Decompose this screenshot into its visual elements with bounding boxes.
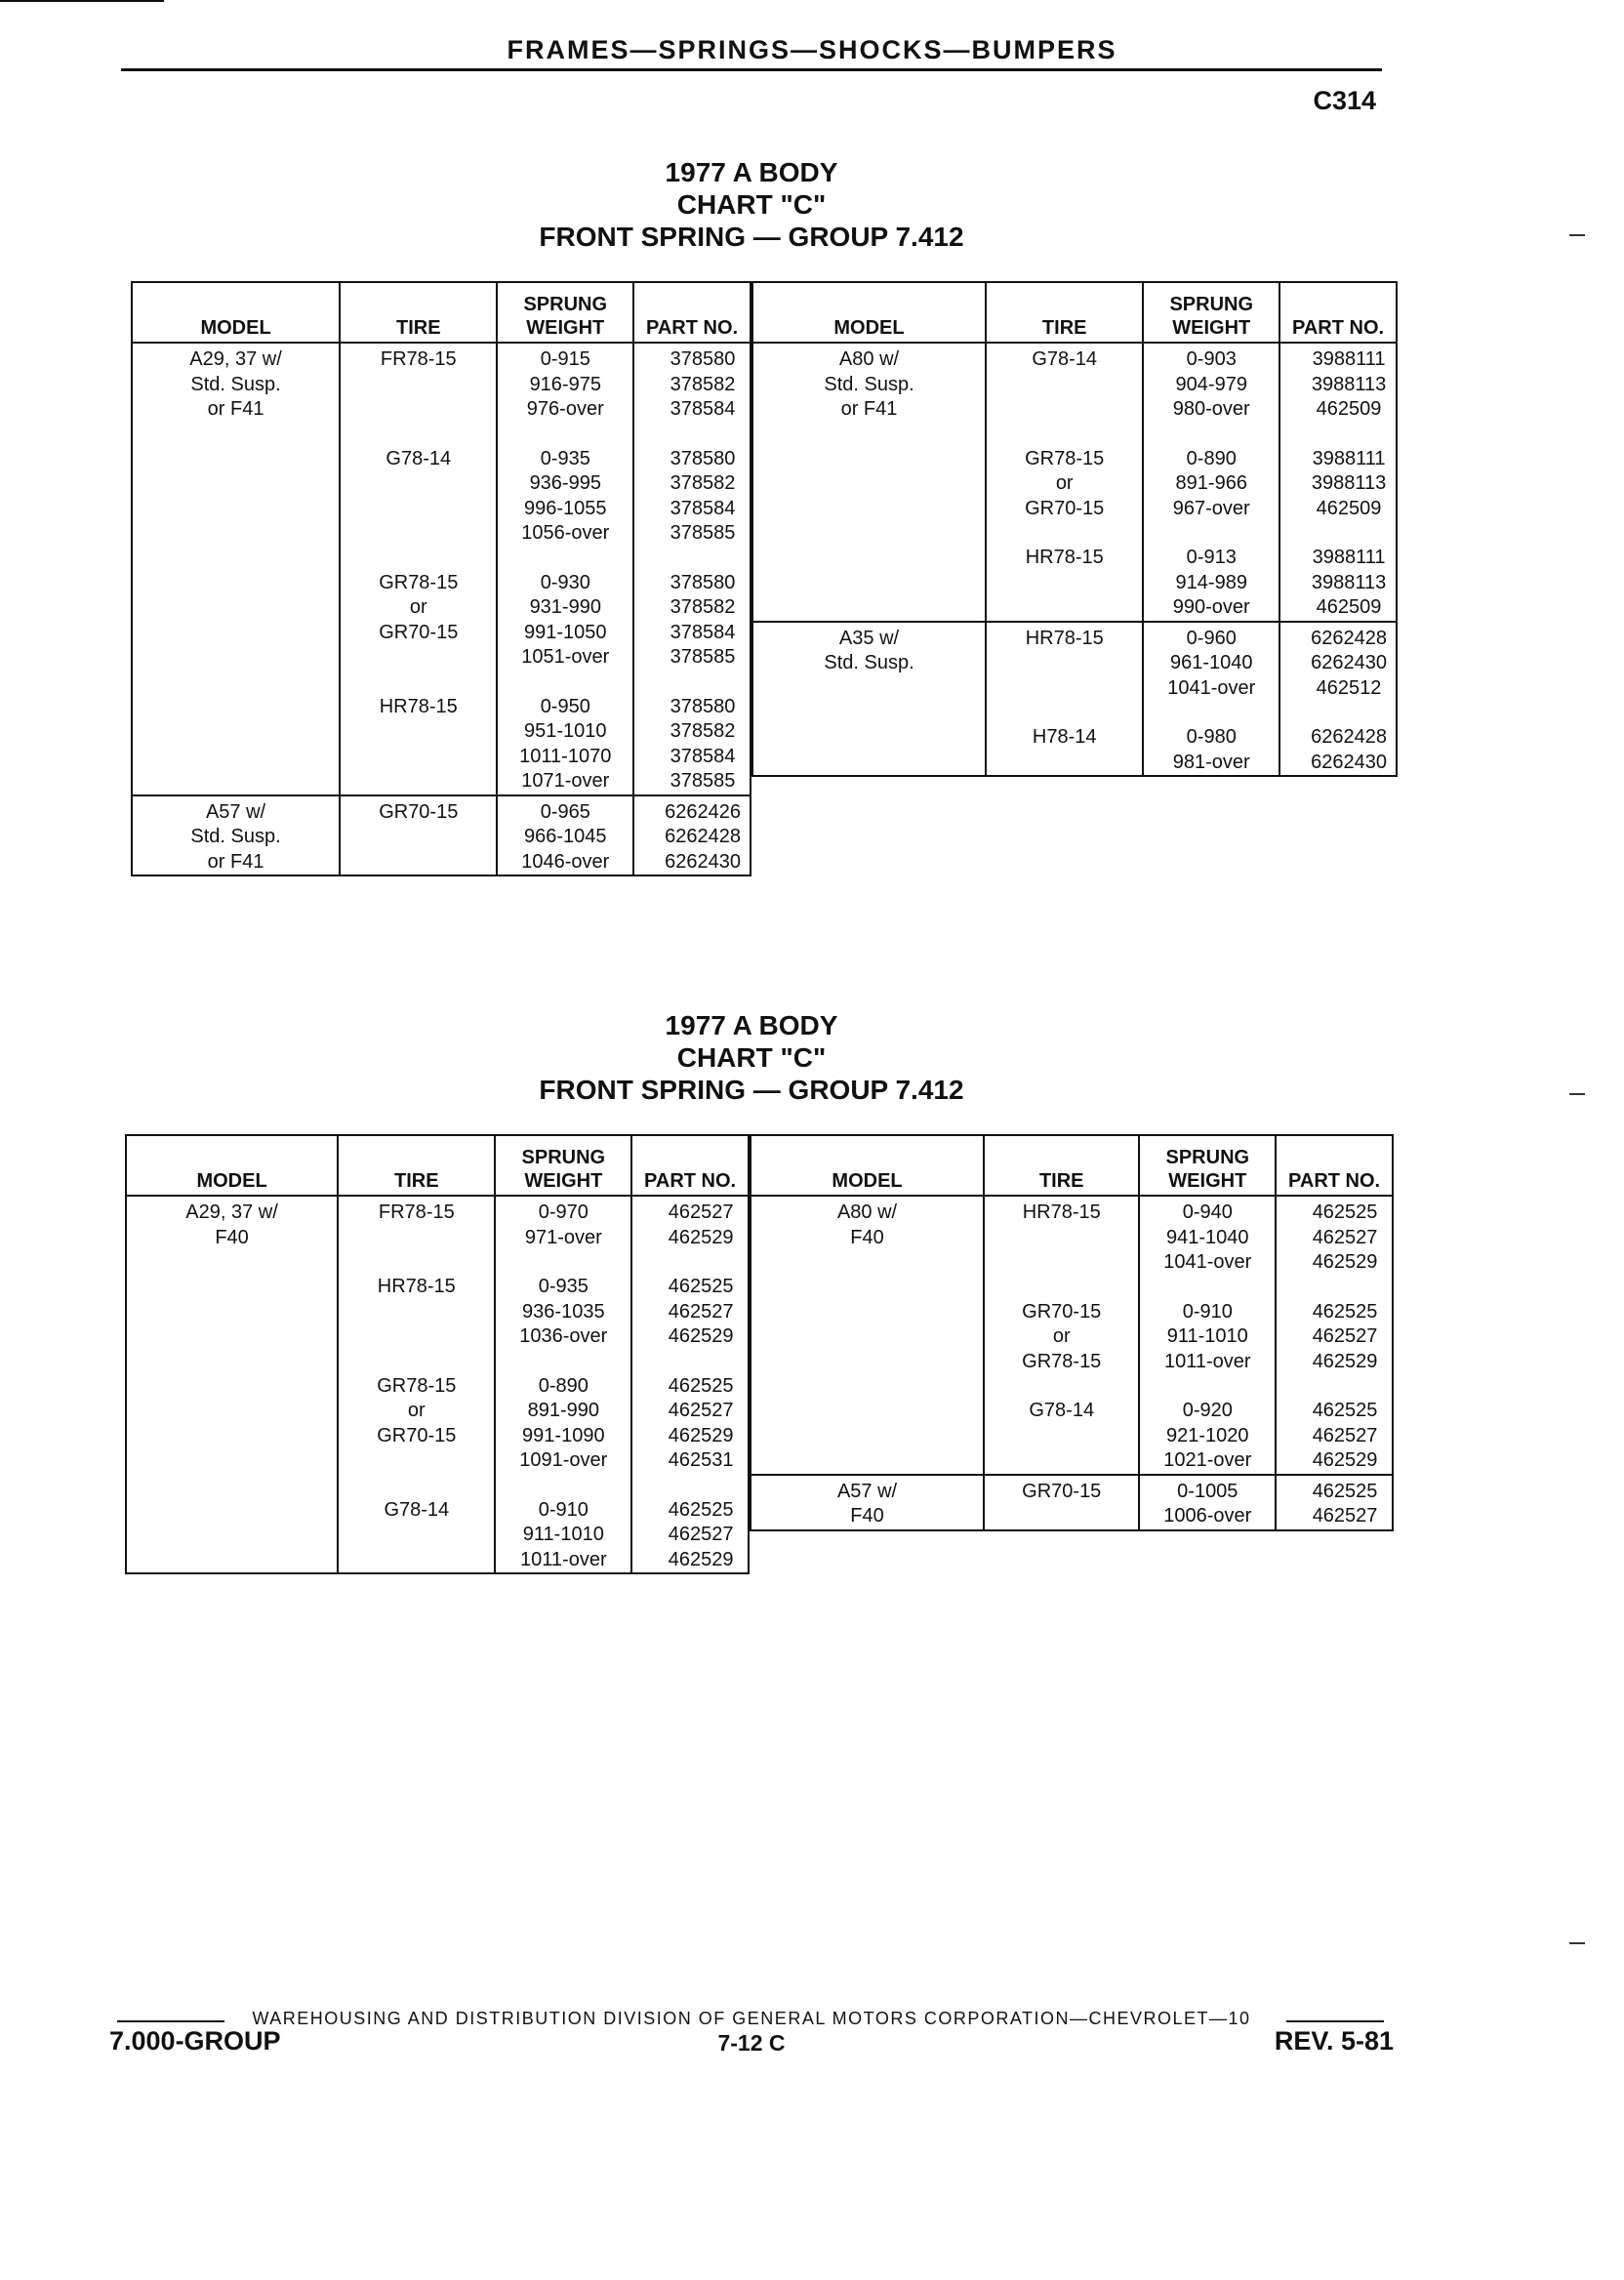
part-number: 462531 (668, 1449, 734, 1471)
model-header: MODEL (132, 282, 340, 343)
weight-text: 914-989 (1175, 571, 1247, 593)
weight-text: 0-910 (538, 1498, 589, 1521)
part-cell (631, 1196, 749, 1573)
part-cell (633, 343, 751, 795)
chart1-title (0, 156, 1503, 253)
weight-text: 936-995 (529, 472, 601, 494)
weight-text: 0-1005 (1177, 1480, 1238, 1502)
model-cell (132, 343, 340, 795)
tire-header: TIRE (984, 1135, 1139, 1196)
weight-text: 921-1020 (1166, 1424, 1249, 1446)
table-row (751, 1475, 1393, 1530)
chart1-left-table (131, 281, 751, 876)
part-number: 378580 (670, 571, 736, 593)
weight-text: 0-960 (1186, 627, 1237, 649)
weight-text: 904-979 (1175, 373, 1247, 395)
weight-label: WEIGHT (526, 317, 605, 339)
weight-text: 0-890 (538, 1374, 589, 1397)
part-number: 462527 (1312, 1424, 1378, 1446)
model-text: A29, 37 w/ (185, 1201, 278, 1223)
tire-text: GR70-15 (379, 800, 459, 823)
page-number: 7-12 C (717, 2030, 786, 2056)
table-header-row (752, 282, 1397, 343)
model-text: A57 w/ (836, 1480, 898, 1502)
model-text: or F41 (207, 850, 264, 873)
weight-text: 966-1045 (524, 826, 607, 847)
part-no-header: PART NO. (631, 1135, 749, 1196)
weight-cell (497, 343, 633, 795)
weight-text: 981-over (1172, 751, 1250, 773)
weight-text: 991-1050 (524, 621, 607, 643)
part-number: 378584 (670, 497, 736, 519)
model-header: MODEL (126, 1135, 338, 1196)
part-number: 462509 (1316, 398, 1382, 420)
part-number: 378585 (670, 770, 736, 792)
part-no-header: PART NO. (633, 282, 751, 343)
chart1-title-group: FRONT SPRING — GROUP 7.412 (539, 222, 964, 252)
revision-label: REV. 5-81 (1274, 2026, 1394, 2056)
part-number: 462525 (1312, 1300, 1378, 1323)
table-row (751, 1196, 1393, 1475)
part-number: 462527 (668, 1300, 734, 1323)
tire-cell (984, 1196, 1139, 1475)
tire-cell (984, 1475, 1139, 1530)
tire-cell (338, 1196, 495, 1573)
part-number: 462529 (1312, 1449, 1378, 1471)
weight-cell (1143, 343, 1279, 622)
part-number: 462529 (668, 1424, 734, 1446)
tire-header: TIRE (338, 1135, 495, 1196)
part-number: 462529 (1312, 1350, 1378, 1372)
tire-text: GR70-15 (379, 621, 459, 643)
part-number: 3988111 (1312, 447, 1386, 469)
part-number: 462527 (668, 1400, 734, 1421)
margin-tick (1569, 234, 1585, 236)
chart2-title-group: FRONT SPRING — GROUP 7.412 (539, 1075, 964, 1105)
sprung-weight-header (1139, 1135, 1276, 1196)
weight-text: 991-1090 (522, 1424, 605, 1446)
weight-cell (495, 1196, 631, 1573)
part-number: 378582 (670, 373, 736, 395)
weight-text: 916-975 (529, 373, 601, 395)
part-number: 378584 (670, 745, 736, 767)
tire-text: or (407, 1400, 426, 1421)
tire-text: FR78-15 (380, 348, 457, 370)
tire-text: G78-14 (384, 1498, 450, 1521)
weight-text: 0-890 (1186, 447, 1237, 469)
model-text: F40 (850, 1226, 884, 1248)
sprung-label: SPRUNG (1169, 294, 1254, 315)
model-text: F40 (215, 1226, 249, 1248)
part-number: 462527 (1312, 1505, 1378, 1527)
weight-text: 980-over (1172, 398, 1250, 420)
chart2-right-table (750, 1134, 1394, 1531)
tire-text: GR70-15 (1022, 1480, 1102, 1502)
chart1-title-chart: CHART "C" (676, 189, 827, 220)
part-number: 378582 (670, 596, 736, 618)
weight-text: 941-1040 (1166, 1226, 1249, 1248)
tire-text: GR78-15 (377, 1374, 457, 1397)
tire-text: HR78-15 (377, 1276, 456, 1297)
chart2-left-table (125, 1134, 750, 1574)
model-text: A29, 37 w/ (189, 348, 282, 370)
model-cell (752, 343, 986, 622)
sprung-label: SPRUNG (1165, 1147, 1250, 1168)
part-number: 462529 (668, 1325, 734, 1347)
model-header: MODEL (752, 282, 986, 343)
weight-text: 1041-over (1163, 1251, 1252, 1273)
part-no-header: PART NO. (1279, 282, 1397, 343)
weight-label: WEIGHT (1168, 1170, 1247, 1192)
part-number: 462509 (1316, 596, 1382, 618)
part-number: 3988111 (1312, 547, 1386, 568)
weight-text: 0-935 (540, 447, 590, 469)
tire-text: G78-14 (1029, 1400, 1095, 1421)
model-text: Std. Susp. (824, 373, 914, 395)
tire-text: G78-14 (1032, 348, 1098, 370)
part-no-header: PART NO. (1276, 1135, 1393, 1196)
sprung-weight-header (495, 1135, 631, 1196)
part-number: 378584 (670, 398, 736, 420)
part-number: 3988111 (1312, 348, 1386, 370)
table-header-row (126, 1135, 749, 1196)
model-header: MODEL (751, 1135, 984, 1196)
sprung-label: SPRUNG (523, 294, 608, 315)
division-line: WAREHOUSING AND DISTRIBUTION DIVISION OF GENERAL MOTORS CORPORATION—CHEVROLET—10 (252, 2009, 1251, 2028)
weight-text: 971-over (524, 1226, 602, 1248)
sprung-label: SPRUNG (521, 1147, 606, 1168)
part-number: 462512 (1316, 676, 1382, 699)
chart2-title (0, 1009, 1503, 1106)
part-number: 462525 (1312, 1480, 1378, 1502)
weight-text: 976-over (526, 398, 604, 420)
part-cell (1276, 1196, 1393, 1475)
model-cell (751, 1196, 984, 1475)
part-number: 6262428 (1311, 726, 1387, 748)
part-number: 462525 (1312, 1400, 1378, 1421)
tire-text: or (1055, 472, 1074, 494)
weight-text: 911-1010 (522, 1524, 604, 1545)
part-cell (1279, 622, 1397, 777)
tire-text: GR78-15 (1022, 1350, 1102, 1372)
tire-text: or (409, 596, 427, 618)
part-number: 462527 (1312, 1226, 1378, 1248)
part-number: 462529 (668, 1226, 734, 1248)
weight-text: 996-1055 (524, 497, 607, 519)
weight-text: 0-980 (1186, 726, 1237, 748)
weight-text: 1041-over (1167, 676, 1256, 699)
table-row (132, 795, 751, 876)
weight-text: 1071-over (521, 770, 610, 792)
tire-cell (340, 343, 497, 795)
weight-text: 891-966 (1175, 472, 1247, 494)
section-title: FRAMES—SPRINGS—SHOCKS—BUMPERS (507, 35, 1117, 64)
model-text: A35 w/ (838, 627, 900, 649)
weight-text: 961-1040 (1169, 652, 1253, 673)
weight-text: 1051-over (521, 646, 610, 668)
table-row (126, 1196, 749, 1573)
tire-text: G78-14 (386, 447, 452, 469)
weight-text: 0-940 (1182, 1201, 1233, 1223)
weight-text: 0-910 (1182, 1300, 1233, 1323)
tire-text: HR78-15 (379, 695, 458, 717)
footer-rule-right (1286, 2020, 1384, 2022)
weight-cell (1139, 1475, 1276, 1530)
part-number: 3988113 (1311, 472, 1387, 494)
part-cell (633, 795, 751, 876)
model-cell (752, 622, 986, 777)
weight-text: 1056-over (521, 522, 610, 544)
part-number: 378580 (670, 695, 736, 717)
model-text: A80 w/ (838, 348, 900, 370)
part-number: 6262430 (665, 850, 741, 873)
model-cell (751, 1475, 984, 1530)
table-row (132, 343, 751, 795)
sprung-weight-header (1143, 282, 1279, 343)
part-number: 6262430 (1311, 751, 1387, 773)
weight-cell (1139, 1196, 1276, 1475)
weight-text: 1011-over (520, 1548, 607, 1570)
chart1-right-table (751, 281, 1398, 777)
model-text: Std. Susp. (824, 652, 914, 673)
part-number: 462525 (668, 1498, 734, 1521)
part-number: 462527 (668, 1201, 734, 1223)
margin-tick (1569, 1942, 1585, 1944)
weight-text: 0-915 (540, 348, 590, 370)
tire-text: GR70-15 (377, 1424, 457, 1446)
part-number: 6262428 (665, 826, 741, 847)
table-header-row (751, 1135, 1393, 1196)
model-text: or F41 (840, 398, 898, 420)
table-row (752, 622, 1397, 777)
tire-text: HR78-15 (1025, 627, 1104, 649)
weight-text: 967-over (1172, 497, 1250, 519)
tire-cell (986, 343, 1143, 622)
weight-text: 1046-over (521, 850, 610, 873)
part-number: 462527 (668, 1524, 734, 1545)
part-number: 462529 (1312, 1251, 1378, 1273)
tire-text: FR78-15 (378, 1201, 455, 1223)
part-number: 462509 (1316, 497, 1382, 519)
part-number: 378584 (670, 621, 736, 643)
tire-text: GR70-15 (1022, 1300, 1102, 1323)
weight-text: 0-903 (1186, 348, 1237, 370)
model-text: A80 w/ (836, 1201, 898, 1223)
model-text: or F41 (207, 398, 264, 420)
weight-text: 911-1010 (1166, 1325, 1248, 1347)
weight-label: WEIGHT (524, 1170, 603, 1192)
tire-text: HR78-15 (1025, 547, 1104, 568)
page-code: C314 (1313, 86, 1376, 115)
weight-text: 1091-over (519, 1449, 608, 1471)
part-number: 6262426 (665, 800, 741, 823)
tire-cell (340, 795, 497, 876)
part-number: 462527 (1312, 1325, 1378, 1347)
weight-text: 0-970 (538, 1201, 589, 1223)
tire-cell (986, 622, 1143, 777)
weight-text: 0-935 (538, 1276, 589, 1297)
chart2-title-year: 1977 A BODY (665, 1010, 838, 1040)
tire-header: TIRE (986, 282, 1143, 343)
part-cell (1276, 1475, 1393, 1530)
part-number: 6262430 (1311, 652, 1387, 673)
weight-cell (497, 795, 633, 876)
model-text: F40 (850, 1505, 884, 1527)
part-number: 378580 (670, 348, 736, 370)
weight-text: 1011-1070 (519, 745, 612, 767)
weight-text: 0-965 (540, 800, 590, 823)
weight-text: 0-930 (540, 571, 590, 593)
part-number: 3988113 (1311, 571, 1387, 593)
weight-text: 1021-over (1163, 1449, 1252, 1471)
part-cell (1279, 343, 1397, 622)
part-number: 6262428 (1311, 627, 1387, 649)
model-text: A57 w/ (205, 800, 266, 823)
weight-text: 1036-over (519, 1325, 608, 1347)
weight-text: 0-913 (1186, 547, 1237, 568)
tire-text: HR78-15 (1022, 1201, 1101, 1223)
weight-cell (1143, 622, 1279, 777)
tire-text: GR78-15 (379, 571, 459, 593)
part-number: 378585 (670, 646, 736, 668)
weight-text: 931-990 (529, 596, 601, 618)
table-row (752, 343, 1397, 622)
part-number: 462525 (668, 1374, 734, 1397)
sprung-weight-header (497, 282, 633, 343)
header-rule (121, 68, 1382, 71)
part-number: 378582 (670, 472, 736, 494)
top-left-rule (0, 0, 164, 2)
weight-label: WEIGHT (1172, 317, 1251, 339)
weight-text: 951-1010 (524, 720, 607, 742)
weight-text: 1011-over (1164, 1350, 1251, 1372)
model-text: Std. Susp. (190, 373, 281, 395)
margin-tick (1569, 1093, 1585, 1095)
tire-text: or (1052, 1325, 1071, 1347)
part-number: 378585 (670, 522, 736, 544)
group-label: 7.000-GROUP (109, 2026, 281, 2056)
weight-text: 0-920 (1182, 1400, 1233, 1421)
weight-text: 990-over (1172, 596, 1250, 618)
part-number: 462529 (668, 1548, 734, 1570)
tire-header: TIRE (340, 282, 497, 343)
part-number: 3988113 (1311, 373, 1387, 395)
tire-text: GR78-15 (1025, 447, 1105, 469)
part-number: 378580 (670, 447, 736, 469)
table-header-row (132, 282, 751, 343)
weight-text: 936-1035 (522, 1300, 605, 1323)
model-text: Std. Susp. (190, 826, 281, 847)
part-number: 462525 (1312, 1201, 1378, 1223)
model-cell (126, 1196, 338, 1573)
tire-text: GR70-15 (1025, 497, 1105, 519)
weight-text: 0-950 (540, 695, 590, 717)
model-cell (132, 795, 340, 876)
part-number: 462525 (668, 1276, 734, 1297)
part-number: 378582 (670, 720, 736, 742)
chart2-title-chart: CHART "C" (676, 1042, 827, 1073)
weight-text: 891-990 (527, 1400, 600, 1421)
tire-text: H78-14 (1032, 726, 1097, 748)
weight-text: 1006-over (1163, 1505, 1252, 1527)
chart1-title-year: 1977 A BODY (665, 157, 838, 187)
